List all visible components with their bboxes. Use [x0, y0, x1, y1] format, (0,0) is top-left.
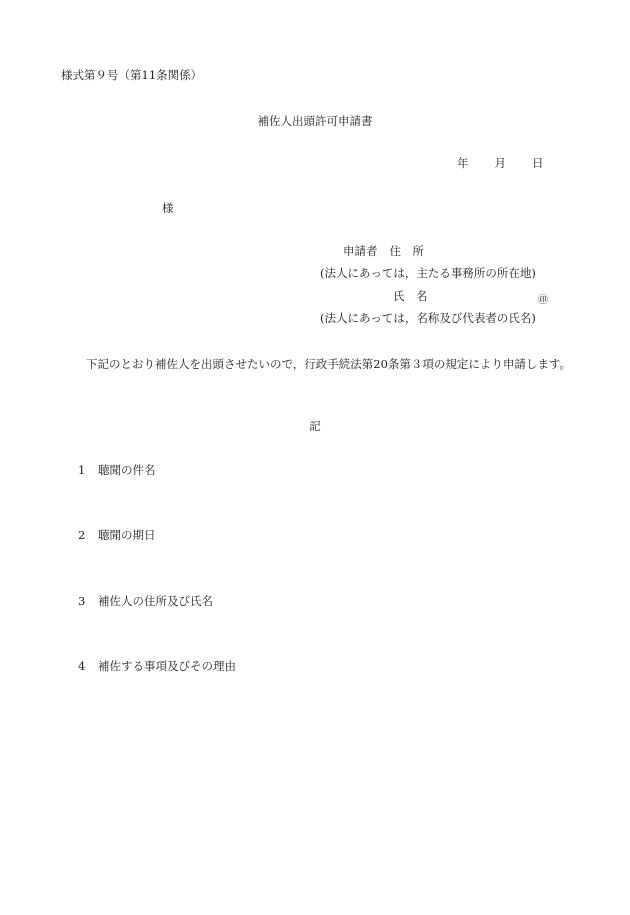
applicant-address-row — [343, 246, 424, 258]
item-label: 聴聞の件名 — [98, 463, 156, 477]
seal-mark: ㊞ — [538, 295, 548, 306]
address-note: (法人にあっては，主たる事務所の所在地) — [320, 266, 536, 280]
name-note: (法人にあっては，名称及び代表者の氏名) — [320, 311, 536, 325]
item-number: 1 — [78, 463, 86, 477]
list-item — [78, 530, 156, 542]
item-number: 3 — [78, 594, 86, 608]
addressee: 様 — [162, 201, 174, 215]
address-label: 住 所 — [389, 244, 424, 258]
list-item — [78, 661, 236, 673]
date-day: 日 — [532, 156, 544, 170]
list-item — [78, 596, 213, 608]
document-title: 補佐人出頭許可申請書 — [257, 114, 373, 128]
date-month: 月 — [494, 156, 506, 170]
item-number: 4 — [78, 659, 86, 673]
name-label: 氏 名 — [393, 289, 428, 303]
item-number: 2 — [78, 528, 86, 542]
ki-heading: 記 — [309, 419, 321, 433]
date-line — [457, 158, 544, 170]
applicant-label: 申請者 — [343, 244, 378, 258]
item-label: 補佐する事項及びその理由 — [98, 659, 236, 673]
item-label: 聴聞の期日 — [98, 528, 156, 542]
date-year: 年 — [457, 156, 469, 170]
list-item — [78, 465, 156, 477]
body-paragraph: 下記のとおり補佐人を出頭させたいので，行政手続法第20条第３項の規定により申請します。 — [86, 357, 571, 371]
form-number: 様式第９号（第11条関係） — [61, 68, 203, 82]
item-label: 補佐人の住所及び氏名 — [98, 594, 213, 608]
